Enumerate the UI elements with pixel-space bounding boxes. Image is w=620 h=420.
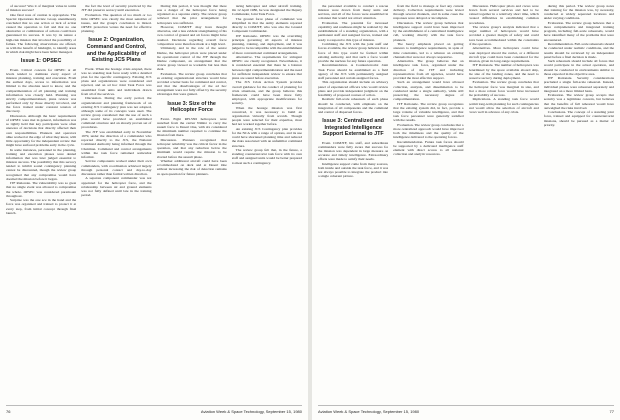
section-heading: Issue 1: OPSEC (20, 58, 62, 65)
paragraph: Realistic full-scale rehearsals of each phase should be conducted, with emphasis on the integration of all components and the command and control of dispersed forces. (318, 97, 389, 114)
paragraph: Evaluation. The review group believes that a more comprehensive and integrated training program, including full-scale rehearsals, would have identified many of the problems that were encountered. (543, 21, 614, 42)
left-page (0, 0, 308, 420)
paragraph: Evaluation. The review group concludes that a more centralized approach would have improved both the timeliness and the quality of the intelligence delivered to the operating forces. (393, 122, 464, 140)
paragraph: Evaluation. The review group concludes that the helicopter force was marginal in size, and that a more robust force would have increased the probability of success. (468, 80, 539, 97)
paragraph: Evaluation. The review group concludes that an existing organizational structure would have provided a better basis for command and control, and that the disadvantages of the ad hoc arrangement were not fully offset by the security advantages that were gained. (156, 71, 227, 97)
section-heading: Issue 2: Organization, Command and Control, and the Applicability of Existing JCS Plans (86, 37, 147, 64)
paragraph: Surprise was the one ace in the hand and the force was organized and trained to protect it at every step, from initial concept through final launch. (6, 198, 77, 215)
paragraph: from the field to manage or fuel any current delivery. Collection requirements were levied through several channels, and in some cases the responses were delayed or incomplete. (393, 4, 464, 21)
paragraph: Alternatives. More helicopters could have been deployed aboard the carrier, or a different aircraft type could have been considered for the mission, given its long-range requirements. (468, 46, 539, 63)
publication-line: Aviation Week & Space Technology, September 15, 1980 (200, 408, 302, 414)
text-column (157, 4, 227, 400)
paragraph: Such rehearsals should include all forces that would participate in the actual operation, and should be conducted in environments similar to those expected in the objective area. (543, 59, 614, 76)
paragraph: One final note of caution is appropriate. The Special Operations Review Group unanimously concluded that no one action or lack of action caused the operation to fail and that no one alternative or combination of actions could have guaranteed its success. It was by its nature a high-risk mission that involved the possibility of failure. The following observations are offered, as with the benefit of hindsight, to identify areas in which risk might have been better managed. (6, 12, 77, 55)
paragraph: the fact the level of security practiced by the JTF did preserve secrecy until execution. (81, 4, 152, 13)
paragraph: Conclusions. The concept of a standing joint force, trained and equipped for counterterrorist missions, should be pursued as a matter of priority. (543, 110, 614, 127)
paragraph: the personnel available to conduct a rescue mission were drawn from many units and services, and all of the forces were assembled in a manner that would not attract attention. (318, 4, 389, 21)
paragraph: Recommendation. Full-scale rehearsals should be conducted under realistic conditions, and the results should be reviewed by an independent panel before a final decision is made. (543, 42, 614, 59)
paragraph: Recommendation. Future task forces should be supported by a dedicated intelligence staff element with direct access to all national collection and analytic resources. (393, 139, 464, 157)
paragraph: Discussion. Planners recognized that helicopter reliability was the critical factor in the operation, and that any reduction below the minimum would require the mission to be aborted before the assault phase. (156, 137, 227, 159)
page-number: 77 (609, 408, 614, 414)
paragraph: Implications. A standing task force would permit long-term planning for such contingencies and would allow the selection of aircraft and crews well in advance of any crisis. (468, 97, 539, 114)
paragraph: Discussion. Although the basic requirements of OPSEC were met in general, information was so tightly held that key participants were often unaware of decisions that directly affected their own responsibilities. Planners and operators alike worked at the edge of what they knew, with little opportunity for the independent review that might have surfaced problems early in the cycle. (6, 113, 77, 148)
paragraph: of success? Was it of marginal value in terms of mission success? (6, 4, 77, 13)
paragraph: Alternative. The requirements for stringent OPSEC are clearly recognized. Nevertheless, it is considered essential that there be a balance between rigid compartmentalization and the need for sufficient independent review to ensure that plans are sound before execution. (231, 55, 302, 80)
right-page (312, 0, 620, 420)
text-column (6, 4, 76, 400)
paragraph: ITF Rationale. OPSEC was the overriding principle governing all aspects of mission planning, training, and deployment, and it was judged to be incompatible with the establishment of more conventional command arrangements. (231, 33, 302, 55)
paragraph: Evaluation. The potential for increased capability and readiness might be realized by the establishment of a standing organization, with a permanent staff and assigned forces, trained and ready to respond to this type of mission. (318, 21, 389, 42)
paragraph: during this period. The review group notes that training for the mission was, by necessity, conducted at widely separated locations and under varying conditions. (543, 4, 614, 21)
paragraph: Intelligence support came from many sources, both inside and outside the task force, and it was not always possible to integrate the product into a single coherent picture. (318, 161, 389, 179)
paragraph: The review group's analysis indicated that a larger number of helicopters would have provided a greater margin of safety and could have been accommodated within the constraints of the operation. (468, 25, 539, 46)
text-column (393, 4, 463, 400)
left-footer (6, 405, 302, 416)
paragraph: A separate component commander was not appointed for the helicopter force, and the relationship between air and ground elements was not fully defined until late in the training period. (81, 176, 152, 198)
paragraph: Whether additional aircraft could have been accommodated on deck and at Desert One without increasing the risk of detection remains an open question for future planners. (156, 159, 227, 176)
text-column (544, 4, 614, 400)
paragraph: Discussion. The review group believes that intelligence support could have been improved by the establishment of a centralized intelligence cell, working directly with the task force planners. (393, 21, 464, 42)
paragraph: Event. When the hostage crisis erupted, there was no standing task force ready with a detailed plan for the specific contingency. Existing JCS plans and organizations were considered and rejected, and an ad hoc Joint Task Force was assembled from units and individuals drawn from all of the services. (81, 66, 152, 96)
paragraph: Ultimately, and in the role of the senior Marine, the helicopter pilots were placed under the operational control of the JTF through the Marine component, an arrangement that the review group viewed as workable but less than ideal. (156, 46, 227, 72)
paragraph: Event. Critical concern for OPSEC at all levels tended to dominate every aspect of mission planning, training and execution. From the earliest days, access to information was limited to the absolute need to know, and the compartmentation of all planning and training information was closely held. Planning was strictly compartmentalized, plans review was performed only by those directly involved, and the force trained under constant tension of discovery. (6, 67, 77, 114)
paragraph: Such an arrangement would have allowed collection, analysis, and dissemination to be conducted under a single authority, while still preserving the necessary degree of compartmentation. (393, 80, 464, 101)
paragraph: taring helicopter and other aircraft training. On 12 April 1980, he was designated the Deputy Commander, Joint Task Force. (231, 4, 302, 17)
paragraph: This organization should include an advisory panel of experienced officers who would review plans and provide independent judgment on the feasibility of proposed courses of action. (318, 80, 389, 97)
paragraph: In some instances, personnel in the planning, training and execution phases were denied information that was later judged essential to mission success. The possibility that this secrecy tended to inhibit sound contingency planning cannot be discounted, though the review group recognized that any compromise would have doomed the mission before it began. (6, 147, 77, 181)
paragraph: Combining the JCS with the joint staff and forces available, the review group believes that a force of this type could be formed within existing authority, and that such a force would provide the nucleus for any future operation. (318, 42, 389, 63)
paragraph: Recommendation. A Counterterrorist Joint Task Force should be established as a field agency of the JCS with permanently assigned staff personnel and certain assigned forces. (318, 63, 389, 80)
paragraph: Service components worked under their own commanders, with coordination achieved largely through personal contact and day-to-day discussion rather than formal written direction. (81, 159, 152, 176)
right-columns (318, 4, 614, 400)
paragraph: The JCS Crisis Action System provides overall guidance for the conduct of planning for crisis situations, and the group believes this framework could have been more fully employed, with appropriate modifications for security. (231, 80, 302, 106)
paragraph: However, COMJTF may have thought otherwise, and a less evident strengthening of his own control of ground and air forces might have resulted. Decisions regarding overall force composition were therefore made at a high level. (156, 25, 227, 46)
paragraph: ITF Rationale. The review group recognizes that the existing system did, in fact, provide a large volume of valuable intelligence, and that task force personnel were generally satisfied with the results. (393, 101, 464, 123)
publication-line: Aviation Week & Space Technology, September 15, 1980 (318, 408, 420, 414)
text-column (232, 4, 302, 400)
paragraph: Evaluation. The review group accepts that security was a legitimate concern, but believes that the benefits of full rehearsal would have outweighed the risks involved. (543, 93, 614, 110)
paragraph: ITF Rationale. The vulnerability was so great that no single event was allowed to compromise the whole. OPSEC was considered paramount throughout. (6, 181, 77, 198)
paragraph: ITF Rationale. Security considerations precluded a single full-scale rehearsal. Instead, individual phases were rehearsed separately and integrated on a more limited basis. (543, 76, 614, 93)
text-column (469, 4, 539, 400)
text-column (318, 4, 388, 400)
page-number: 76 (6, 408, 11, 414)
text-column (81, 4, 151, 400)
paragraph: Alternative. The group believes that an intelligence task force, organized under the direction of the JTF and including representatives from all agencies, would have provided the most effective support. (393, 59, 464, 80)
paragraph: Evaluation. The question of too much or too little OPSEC was clearly the most sensitive of issues, and the group's conclusion is mixed. OPSEC protection versus the need for effective planning. (81, 12, 152, 34)
paragraph: ITF Rationale. The number of helicopters was determined by the space available aboard ship, the size of the landing zones, and the need to preserve secrecy during deployment. (468, 63, 539, 80)
left-columns (6, 4, 302, 400)
paragraph: The ground force phase of command was simplified in that the Army elements reported directly to COMJTF, who was also the Ground Component Commander. (231, 16, 302, 34)
paragraph: Discussion. Helicopter pilots and crews were drawn from several services and had to be trained together in a relatively short time, which created difficulties in establishing common procedures. (468, 4, 539, 25)
section-heading: Issue 3: Centralized and Integrated Intelligence Support External to JTF (322, 118, 384, 138)
right-footer (318, 405, 614, 416)
paragraph: During this period, it was thought that there was a danger of the helicopter force being organized as a separate entity. The review group believed that the prior arrangement for helicopters was sufficient. (156, 4, 227, 25)
section-heading: Issue 3: Size of the Helicopter Force (167, 100, 216, 114)
paragraph: Discussion. During the early period, the organizational and planning framework of an existing JCS Contingency plan was not adopted, although some of its concepts were used. The review group considered that the use of such a plan would have provided an established command structure and an already proven set of procedures. (81, 96, 152, 130)
paragraph: The review group felt that, in the future, a standing counterterrorist task force with its own staff and assigned units would be better prepared to meet such a contingency. (231, 148, 302, 165)
paragraph: Event. COMJTF, his staff, and subordinate commanders were fully aware that success for the mission was dependent in large measure on accurate and timely intelligence. Extraordinary efforts were made to satisfy their needs. (318, 140, 389, 162)
paragraph: The JTF was established early in November 1979, under the direction of a commander who reported directly to the JCS, the National Command Authority being informed through the Chairman. Command and control arrangements within the task force remained somewhat informal. (81, 129, 152, 159)
paragraph: An existing JCS Contingency plan provides for the NCA with a range of options, and its use could have shortened planning time and reduced the risks associated with an unfamiliar command structure. (231, 126, 302, 148)
paragraph: Event. Eight RH-53D helicopters were launched from the carrier Nimitz to carry the assault force to Desert One, with six considered the minimum number required to continue the mission from there. (156, 116, 227, 138)
paragraph: When the hostage mission was first conceived, it was necessary to build an organization virtually from scratch. Though people were selected for their expertise, most had not worked together before. (231, 105, 302, 127)
paragraph: The heavy emphasis placed on getting answers to intelligence requirements, in spite of time constraints, led to a reliance on existing channels that were not always responsive. (393, 42, 464, 59)
